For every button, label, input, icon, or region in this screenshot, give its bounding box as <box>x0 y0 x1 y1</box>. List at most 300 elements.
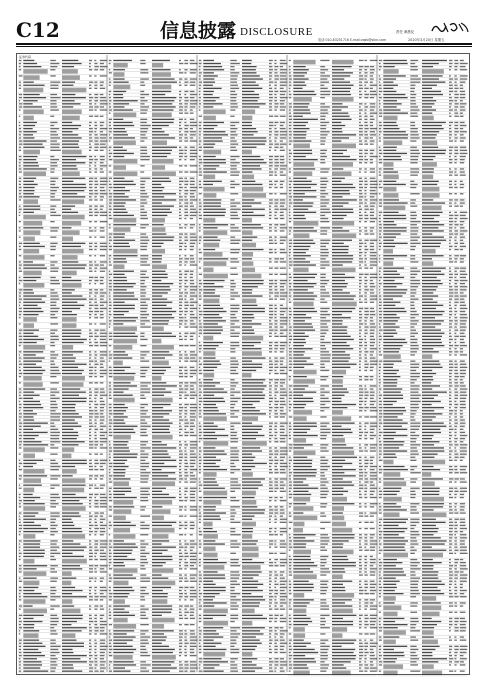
table-cell-text <box>100 615 104 616</box>
table-cell-text <box>50 156 54 157</box>
table-cell-text <box>230 240 240 241</box>
table-cell-text <box>152 590 163 591</box>
table-cell-text <box>179 441 181 442</box>
table-cell-text <box>359 202 363 203</box>
table-cell-text <box>140 361 149 362</box>
table-cell-text <box>289 144 291 145</box>
table-cell-text <box>274 395 276 396</box>
table-cell-text <box>100 128 108 129</box>
table-cell-text <box>190 354 197 355</box>
table-cell-text <box>199 404 201 405</box>
table-cell-text <box>293 286 313 287</box>
table-cell-text <box>364 385 366 386</box>
table-cell-text <box>242 370 256 371</box>
table-cell-text <box>62 609 80 614</box>
table-cell-text <box>62 171 80 176</box>
table-cell-text <box>140 140 144 141</box>
table-cell-text <box>109 423 113 424</box>
table-cell-text <box>113 193 125 194</box>
table-cell-text <box>113 224 136 225</box>
table-cell-text <box>280 230 285 231</box>
table-cell-text <box>280 175 286 176</box>
table-cell-text <box>100 609 104 610</box>
table-cell-text <box>230 605 238 606</box>
table-cell-text <box>152 423 173 424</box>
table-cell-text <box>190 429 194 430</box>
table-cell-text <box>50 97 60 98</box>
table-cell-text <box>199 423 201 424</box>
table-cell-text <box>89 469 93 470</box>
table-cell-text <box>113 206 124 207</box>
table-cell-text <box>370 460 373 461</box>
table-cell-text <box>184 367 186 368</box>
table-cell-text <box>152 605 172 606</box>
table-cell-text <box>140 466 149 467</box>
table-cell-text <box>269 357 271 358</box>
table-cell-text <box>184 506 186 507</box>
table-cell-text <box>23 426 40 427</box>
table-cell-text <box>190 407 197 408</box>
table-cell-text <box>140 215 147 216</box>
table-cell-text <box>203 432 215 433</box>
table-cell-text <box>320 379 326 380</box>
table-cell-text <box>364 258 367 259</box>
table-cell-text <box>23 630 39 631</box>
table-cell-text <box>152 426 170 427</box>
table-cell-text <box>199 82 202 83</box>
table-cell-text <box>184 649 186 650</box>
table-cell-text <box>269 351 272 352</box>
table-cell-text <box>332 178 345 179</box>
table-cell-text <box>100 531 106 532</box>
table-cell-text <box>199 463 201 464</box>
table-cell-text <box>140 320 149 321</box>
table-cell-text <box>242 193 266 198</box>
table-cell-text <box>94 547 97 548</box>
table-cell-text <box>89 382 93 383</box>
table-cell-text <box>62 438 77 439</box>
table-cell-text <box>364 379 368 380</box>
table-cell-text <box>359 485 363 486</box>
table-cell-text <box>242 599 265 600</box>
table-cell-text <box>269 218 271 219</box>
table-cell-text <box>332 488 343 489</box>
table-cell-text <box>289 122 292 123</box>
table-cell-text <box>19 401 20 402</box>
table-cell-text <box>199 361 200 362</box>
table-cell-text <box>242 85 259 86</box>
table-cell-text <box>19 593 21 594</box>
table-cell-text <box>190 559 197 560</box>
table-cell-text <box>269 320 271 321</box>
table-cell-text <box>269 150 271 151</box>
table-cell-text <box>23 671 48 672</box>
table-cell-text <box>179 596 183 597</box>
table-cell-text <box>359 392 364 393</box>
table-cell-text <box>203 97 219 98</box>
table-cell-text <box>274 184 276 185</box>
table-cell-text <box>100 506 107 507</box>
table-cell-text <box>203 106 213 107</box>
table-cell-text <box>23 667 40 668</box>
table-cell-text <box>179 429 183 430</box>
table-cell-text <box>179 590 182 591</box>
table-cell-text <box>19 209 22 210</box>
table-cell-text <box>289 159 291 160</box>
table-cell-text <box>274 193 276 194</box>
table-cell-text <box>184 661 188 662</box>
table-cell-text <box>50 82 60 83</box>
table-cell-text <box>89 75 92 76</box>
table-cell-text <box>364 60 367 61</box>
table-cell-text <box>184 578 187 579</box>
table-cell-text <box>274 103 278 104</box>
table-cell-text <box>230 150 237 151</box>
table-cell-text <box>293 268 308 273</box>
table-cell-text <box>274 109 277 110</box>
table-cell-text <box>280 605 283 606</box>
table-cell-text <box>100 94 104 95</box>
table-cell-text <box>140 243 147 244</box>
table-cell-text <box>179 392 184 393</box>
table-cell-text <box>179 633 183 634</box>
table-cell-text <box>152 283 173 284</box>
table-cell-text <box>140 227 145 228</box>
table-cell-text <box>190 522 194 523</box>
table-cell-text <box>109 441 111 442</box>
table-cell-text <box>113 156 124 157</box>
table-cell-text <box>199 643 201 644</box>
table-cell-text <box>109 181 111 182</box>
table-cell-text <box>19 103 23 104</box>
table-cell-text <box>89 667 93 668</box>
table-cell-text <box>230 373 238 374</box>
table-cell-text <box>242 168 262 169</box>
table-cell-text <box>62 522 73 523</box>
table-cell-text <box>242 295 263 296</box>
table-cell-text <box>184 472 187 473</box>
table-cell-text <box>140 274 145 275</box>
table-cell-text <box>50 116 54 117</box>
table-cell-text <box>190 72 196 73</box>
table-cell-text <box>113 568 137 573</box>
table-cell-text <box>19 277 21 278</box>
table-cell-text <box>203 109 225 114</box>
table-cell-text <box>109 432 113 433</box>
table-cell-text <box>190 320 194 321</box>
table-cell-text <box>242 664 256 665</box>
table-cell-text <box>289 410 291 411</box>
table-cell-text <box>190 574 197 575</box>
table-cell-text <box>332 218 344 219</box>
table-cell-text <box>274 268 278 269</box>
table-cell-text <box>184 314 186 315</box>
table-cell-text <box>320 131 329 132</box>
table-cell-text <box>242 388 264 389</box>
table-cell-text <box>109 646 112 647</box>
table-cell-text <box>274 314 276 315</box>
table-cell-text <box>94 423 96 424</box>
table-cell-text <box>19 69 21 70</box>
table-cell-text <box>370 243 374 244</box>
table-cell-text <box>19 261 21 262</box>
table-cell-text <box>152 345 174 350</box>
table-cell-text <box>109 547 113 548</box>
table-cell-text <box>184 317 186 318</box>
table-cell-text <box>179 370 182 371</box>
table-cell-text <box>152 323 168 324</box>
table-cell-text <box>94 63 97 64</box>
table-cell-text <box>19 212 21 213</box>
table-cell-text <box>23 441 41 442</box>
table-cell-text <box>320 364 324 365</box>
table-cell-text <box>230 299 234 300</box>
table-cell-text <box>23 196 39 197</box>
table-cell-text <box>89 447 93 448</box>
table-cell-text <box>89 271 92 272</box>
table-cell-text <box>179 227 183 228</box>
table-cell-text <box>230 78 237 79</box>
table-cell-text <box>184 97 188 98</box>
table-cell-text <box>152 466 177 467</box>
table-cell-text <box>289 246 292 247</box>
table-cell-text <box>190 261 195 262</box>
table-cell-text <box>289 212 291 213</box>
table-cell-text <box>190 159 195 160</box>
table-cell-text <box>293 292 313 293</box>
table-cell-text <box>274 618 277 619</box>
table-cell-text <box>332 268 356 273</box>
table-cell-text <box>100 342 108 343</box>
table-cell-text <box>19 503 21 504</box>
table-cell-text <box>184 497 187 498</box>
table-cell-text <box>274 311 276 312</box>
table-cell-text <box>242 385 267 386</box>
table-cell-text <box>203 528 212 529</box>
table-cell-text <box>50 311 58 312</box>
table-cell-text <box>62 75 80 80</box>
table-cell-text <box>184 212 188 213</box>
table-cell-text <box>370 159 373 160</box>
table-cell-text <box>320 472 324 473</box>
table-cell-text <box>274 72 277 73</box>
table-cell-text <box>89 243 93 244</box>
table-cell-text <box>23 283 44 288</box>
table-cell-text <box>179 60 181 61</box>
table-cell-text <box>289 330 292 331</box>
table-cell-text <box>280 488 284 489</box>
table-cell-text <box>359 472 363 473</box>
table-cell-text <box>184 354 187 355</box>
table-cell-text <box>184 667 188 668</box>
table-cell-text <box>89 392 92 393</box>
table-cell-text <box>184 351 186 352</box>
table-cell-text <box>23 103 32 104</box>
table-cell-text <box>184 478 187 479</box>
table-cell-text <box>242 382 263 383</box>
table-cell-text <box>269 671 273 672</box>
table-cell-text <box>289 131 292 132</box>
table-cell-text <box>62 578 76 579</box>
table-cell-text <box>289 240 292 241</box>
table-cell-text <box>332 240 352 241</box>
table-cell-text <box>23 596 47 597</box>
table-cell-text <box>269 292 273 293</box>
table-cell-text <box>230 602 237 603</box>
table-cell-text <box>152 85 171 90</box>
table-cell-text <box>50 184 55 185</box>
table-cell-text <box>190 450 194 451</box>
table-cell-text <box>364 246 367 247</box>
table-cell-text <box>280 97 288 98</box>
table-cell-text <box>184 525 187 526</box>
table-cell-text <box>199 249 201 250</box>
table-cell-text <box>280 609 285 610</box>
table-cell-text <box>94 82 97 83</box>
table-cell-text <box>269 463 272 464</box>
table-cell-text <box>370 289 374 290</box>
table-cell-text <box>230 646 234 647</box>
table-cell-text <box>23 463 36 464</box>
table-cell-text <box>23 268 47 269</box>
table-column-2 <box>107 55 198 673</box>
table-cell-text <box>113 320 136 321</box>
table-cell-text <box>113 395 132 396</box>
table-cell-text <box>242 181 255 182</box>
table-cell-text <box>152 218 165 223</box>
table-cell-text <box>190 500 195 501</box>
table-cell-text <box>190 605 193 606</box>
table-cell-text <box>140 63 145 64</box>
table-cell-text <box>109 159 113 160</box>
table-cell-text <box>359 407 363 408</box>
table-cell-text <box>62 543 80 544</box>
table-cell-text <box>89 568 93 569</box>
table-cell-text <box>274 150 276 151</box>
table-cell-text <box>364 181 367 182</box>
table-cell-text <box>274 457 277 458</box>
table-cell-text <box>370 94 377 95</box>
table-cell-text <box>269 125 274 126</box>
table-cell-text <box>94 106 98 107</box>
table-cell-text <box>179 376 183 377</box>
table-cell-text <box>359 88 363 89</box>
table-cell-text <box>140 581 150 582</box>
table-cell-text <box>179 292 183 293</box>
table-cell-text <box>179 410 183 411</box>
table-cell-text <box>199 466 201 467</box>
table-cell-text <box>203 237 217 238</box>
table-cell-text <box>50 264 54 265</box>
table-cell-text <box>23 429 33 430</box>
table-cell-text <box>179 655 181 656</box>
table-cell-text <box>320 286 325 287</box>
table-cell-text <box>359 416 362 417</box>
table-cell-text <box>109 413 113 414</box>
table-cell-text <box>179 190 182 191</box>
table-cell-text <box>184 271 189 272</box>
table-cell-text <box>242 144 265 145</box>
table-cell-text <box>274 438 277 439</box>
section-title: 信息披露 <box>160 20 237 42</box>
table-cell-text <box>113 450 130 451</box>
table-cell-text <box>94 237 96 238</box>
table-cell-text <box>242 91 254 92</box>
table-cell-text <box>23 264 44 265</box>
table-cell-text <box>293 209 308 210</box>
table-cell-text <box>100 354 107 355</box>
table-cell-text <box>184 122 186 123</box>
table-cell-text <box>293 199 303 200</box>
table-cell-text <box>184 593 187 594</box>
table-cell-text <box>89 364 91 365</box>
table-cell-text <box>190 615 194 616</box>
table-cell-text <box>230 596 236 597</box>
table-cell-text <box>19 565 22 566</box>
table-cell-text <box>269 305 273 306</box>
table-cell-text <box>203 75 217 76</box>
table-cell-text <box>89 187 92 188</box>
table-cell-text <box>190 624 195 625</box>
table-cell-text <box>89 454 92 455</box>
table-cell-text <box>94 578 96 579</box>
table-cell-text <box>289 202 293 203</box>
table-cell-text <box>62 599 72 604</box>
table-cell-text <box>332 261 352 262</box>
table-cell-text <box>320 60 329 61</box>
table-cell-text <box>370 283 374 284</box>
table-cell-text <box>203 593 219 594</box>
table-cell-text <box>359 292 361 293</box>
table-cell-text <box>359 60 364 61</box>
table-cell-text <box>89 671 93 672</box>
table-cell-text <box>274 261 278 262</box>
table-cell-text <box>269 587 271 588</box>
table-cell-text <box>113 128 125 129</box>
table-cell-text <box>179 506 183 507</box>
table-cell-text <box>359 227 361 228</box>
table-cell-text <box>140 314 149 315</box>
table-cell-text <box>370 221 375 222</box>
table-cell-text <box>280 261 286 262</box>
table-cell-text <box>140 398 146 399</box>
table-cell-text <box>289 444 293 445</box>
table-cell-text <box>190 667 198 668</box>
table-cell-text <box>242 547 259 552</box>
table-cell-text <box>50 655 55 656</box>
table-cell-text <box>184 125 188 126</box>
table-cell-text <box>19 63 21 64</box>
table-cell-text <box>19 367 21 368</box>
table-cell-text <box>100 116 104 117</box>
table-cell-text <box>100 435 105 436</box>
table-cell-text <box>289 385 293 386</box>
table-cell-text <box>94 454 98 455</box>
table-cell-text <box>50 100 56 101</box>
table-cell-text <box>364 221 366 222</box>
table-cell-text <box>364 218 368 219</box>
table-cell-text <box>109 147 112 148</box>
table-cell-text <box>50 605 59 606</box>
table-cell-text <box>242 240 252 241</box>
table-cell-text <box>230 407 234 408</box>
table-cell-text <box>113 590 134 591</box>
table-cell-text <box>293 103 309 104</box>
table-cell-text <box>23 627 34 628</box>
table-cell-text <box>293 485 308 486</box>
table-cell-text <box>199 116 202 117</box>
table-cell-text <box>179 122 181 123</box>
